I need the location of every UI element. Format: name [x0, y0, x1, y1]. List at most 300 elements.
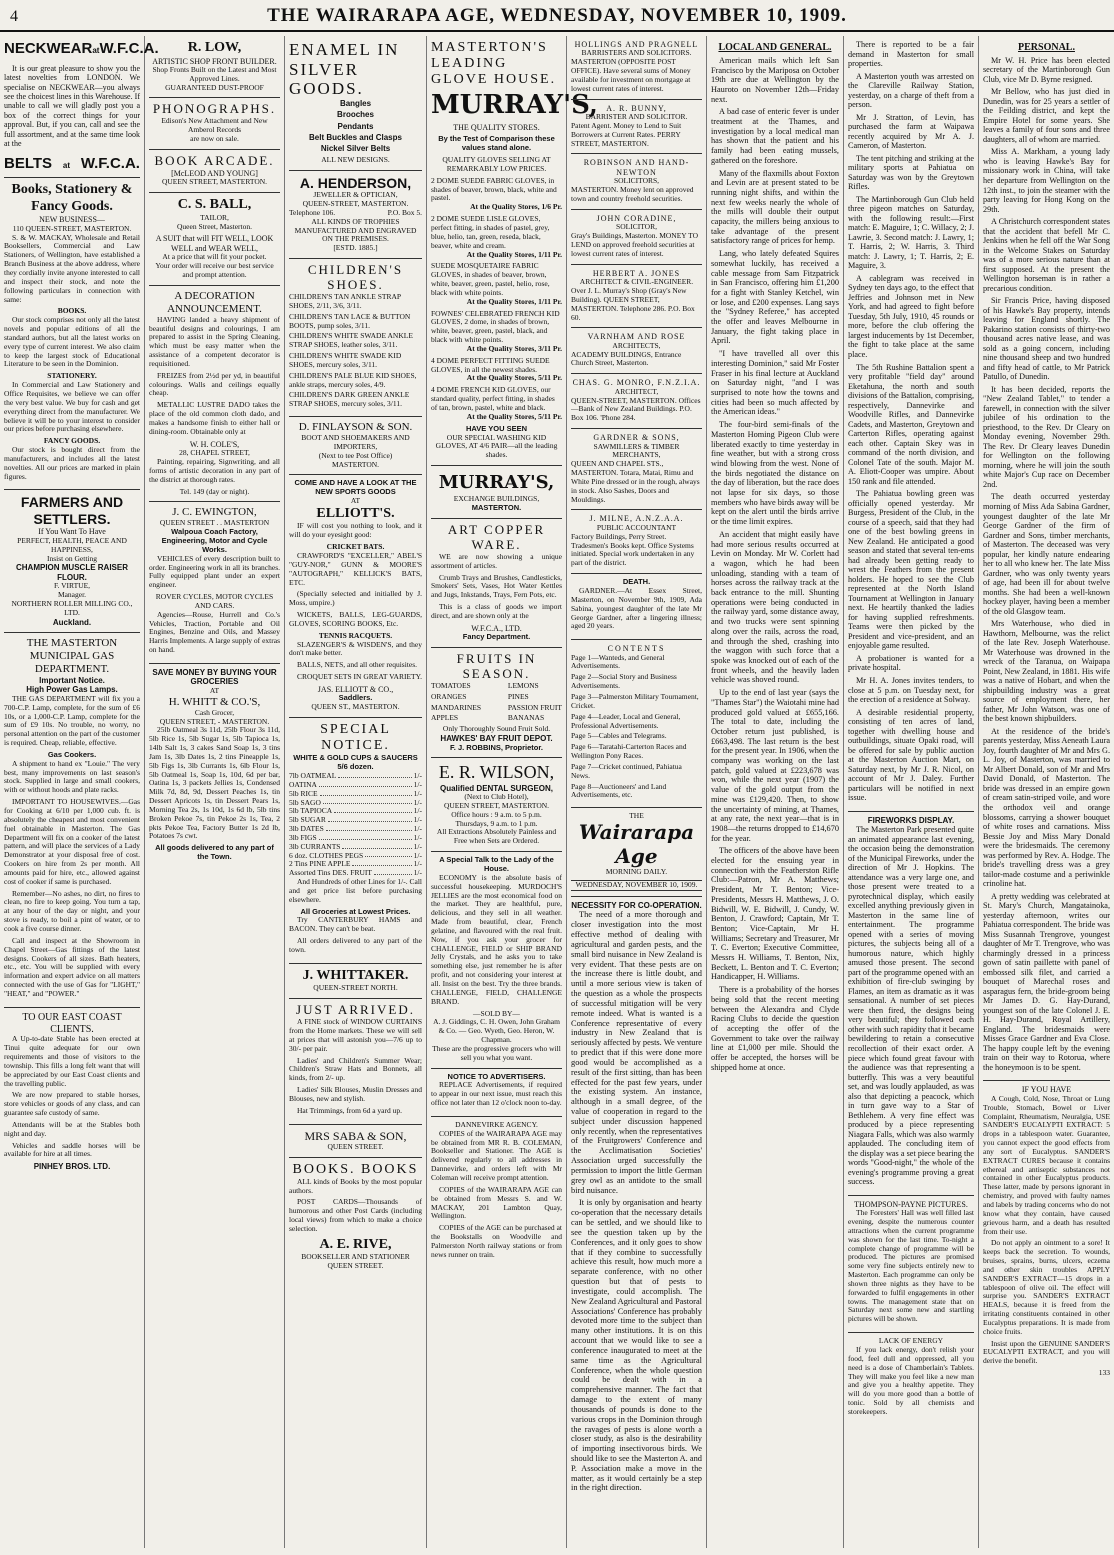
- elliott-para: WICKETS, BALLS, LEG-GUARDS, GLOVES, SCORING BOOKS, Etc.: [289, 610, 422, 628]
- eucalypti-para: Insist upon the GENUINE SANDER'S EUCALYPTI EXTRACT, and you will derive the benefit.: [983, 1338, 1110, 1366]
- card-body: Factory Buildings, Perry Street. Tradesmen's Books kept. Office Systems initiated. Special work undertaken in any part of the district.: [571, 531, 695, 568]
- price-item-value: 1/-: [413, 850, 422, 860]
- eucalypti-title: IF YOU HAVE: [1021, 1085, 1072, 1095]
- elliott-para: (Specially selected and initialled by J. Moss, umpire.): [289, 589, 422, 608]
- special-list: [289, 772, 422, 878]
- whittaker-address: QUEEN-STREET NORTH.: [313, 983, 398, 993]
- gas-para: A shipment to hand ex "Louie." The very best, many improvements on last season's stock. Supplied in large and small cookers, with or without hoods and plate racks.: [4, 758, 140, 795]
- local-item: Mr H. A. Jones invites tenders, to close at 5 p.m. on Tuesday next, for the erection of a residence at Solway.: [848, 676, 974, 705]
- whitt-title: SAVE MONEY BY BUYING YOUR GROCERIES: [152, 667, 277, 687]
- arrived-ad: [289, 999, 422, 1124]
- gas-title: THE MASTERTON MUNICIPAL GAS DEPARTMENT.: [26, 637, 118, 676]
- books-para: Our stock comprises not only all the latest novels and popular editions of all the standard authors, but all the latest works on every type of current interest. We also claim to keep the largest stock of Educational Literature to be seen in the Dominion.: [4, 315, 140, 369]
- card-sub: SOLICITORS,: [613, 176, 660, 186]
- shoe-item: CHILDREN'S TAN LACE & BUTTON BOOTS, pump soles, 3/11.: [289, 311, 411, 330]
- card-sub: SAWMILLERS & TIMBER MERCHANTS,: [593, 441, 680, 460]
- glove-desc: FOWNES' CELEBRATED FRENCH KID GLOVES, 2 dome, in shades of brown, white, beaver, green, pastel, black, and black with white points.: [431, 308, 560, 345]
- whitt-prices: 25lb Oatmeal 3s 11d, 25lb Flour 3s 11d, 5lb Rice 1s, 5lb Sugar 1s, 5lb Tapioca 1s, 14lb Salt 1s, 3 cakes Sand Soap 1s, 3 tins Jam 1s, 3lb Dates 1s, 2 tins Pineapple 1s, 5lb Figs 1s, 3lb Currants 1s, 6lb Flour 1s, 5lb Oatmeal 1s, Soap 1s, 10d, 6d per bar, Oatina 1s, 3 packets Jellies 1s, Condensed Milk 7d, 8d, 9d, Dessert Peaches 1s, tin Dessert Apricots 1s, tin Dessert Pears 1s, Morning Tea 2s, 1s 10d, 1s 6d lb, 5lb tins Broken Pekoe 7s, tin Pekoe 2s 1s, Tea, 2 pkts Pekoe Tea, Factory Butter 1s 2d lb, Potatoes 7s cwt.: [149, 725, 280, 841]
- local-continued: [848, 36, 974, 812]
- shoes-ad: [289, 259, 422, 417]
- glove-price: At the Quality Stores, 1/6 Pr.: [470, 202, 562, 212]
- enamel-title: ENAMEL IN SILVER GOODS.: [289, 40, 400, 99]
- glove-price: At the Quality Stores, 1/11 Pr.: [466, 249, 562, 259]
- belts-heading: BELTS: [4, 154, 53, 172]
- dannevirke-agency: [431, 1117, 562, 1268]
- gloves-sub: THE QUALITY STORES.: [453, 122, 540, 132]
- deco-title: A DECORATION ANNOUNCEMENT.: [167, 289, 262, 315]
- glove-item: [431, 310, 562, 354]
- rive-ad: [289, 1158, 422, 1276]
- death-title: DEATH.: [622, 577, 651, 587]
- finlayson-address: MASTERTON.: [331, 459, 380, 469]
- enamel-ad: [289, 36, 422, 171]
- coast-ad: [4, 1008, 140, 1177]
- personal-item: Sir Francis Price, having disposed of his Hawke's Bay property, intends leaving for England shortly. The Pakarino station consists of thirty-two thousand acres native lease, and was sold as a going concern, including nine thousand sheep and two hundred and fifty head of cattle, to Mr Patrick Patullo, of Dunedin.: [983, 296, 1110, 382]
- gas-subhead: High Power Gas Lamps.: [26, 685, 118, 695]
- price-item-value: 1/-: [413, 815, 422, 825]
- fruit-item: ORANGES: [431, 691, 467, 701]
- local-item: There is reported to be a fair demand in Masterton for small properties.: [848, 40, 974, 69]
- decoration-ad: [149, 286, 280, 503]
- shoe-item: CHILDREN'S DARK GREEN ANKLE STRAP SHOES, mercury soles, 3/11.: [289, 390, 410, 409]
- card-title: HERBERT A. JONES: [592, 268, 681, 278]
- flour-line: Manager.: [57, 590, 87, 600]
- gloves-list: [431, 177, 562, 422]
- local-item: The officers of the above have been elected for the ensuing year in connection with the Featherston Rifle Club:—Patron, Mr A. Matthews; President, Mr T. Benton; Vice-Presidents, Messrs H. Matthews, J. O. Bidwill, W. E. Bidwill, J. Cundy, W. Benton, J. Crawford; Captain, Mr T. Benton; Vice-Captain, Mr H. Williams; Secretary and Treasurer, Mr T. C. Everton; Executive Committee, Messrs H. Williams, T. Benton, Nix, Beckett, L. Benton and T. C. Everton; Handicapper, H. Williams.: [711, 846, 839, 982]
- card-body: MASTERTON. Money lent on approved town and country freehold securities.: [571, 185, 694, 204]
- advertisers-title: NOTICE TO ADVERTISERS.: [447, 1071, 546, 1081]
- glove-price: At the Quality Stores, 5/11 Pr.: [466, 373, 562, 383]
- farmers-title: FARMERS AND SETTLERS.: [20, 494, 124, 527]
- fruits-grid: [431, 682, 562, 725]
- contents-item: Page 3—Palmerston Military Tournament, Cricket.: [571, 692, 699, 710]
- neckwear-body: It is our great pleasure to show you the latest novelties from LONDON. We specialise on NECKWEAR—you always see the choicest lines in this Warehouse. If unable to call we will gladly post you a box of the correct things for your approval. But, if you can, call and see the full assortment, and at the same time look at the: [4, 63, 140, 149]
- price-dots: [323, 799, 412, 805]
- card-body: QUEEN-STREET, MASTERTON. Offices—Bank of New Zealand Buildings. P.O. Box 106. 'Phone 284.: [571, 395, 701, 423]
- card-title: CHAS. G. MONRO, F.N.Z.I.A.: [572, 378, 701, 388]
- deco-para: METALLIC LUSTRE DADO takes the place of the old common cloth dado, and makes a handsome finish to either hall or dining-room. Obtainable only at: [149, 400, 280, 436]
- local-item: A bad case of enteric fever is under treatment at the Thames, and investigation by a local medical man has shown that the patient and his family had been eating mussels, gathered on the foreshore.: [711, 107, 839, 165]
- fireworks-para: The Masterton Park presented quite an animated appearance last evening, the occasion being the demonstration of the Municipal Fireworks, under the direction of Mr J. Hopkins. The attendance was a very large one, and those present were treated to a pyrotechnical display, which easily excelled anything previously given in Masterton in the same line of entertainment. The programme opened with a series of moving pictures, the subjects being all of a humorous nature, which highly amused those present. The second part of the programme opened with an exhibition of fire-club swinging by Flames, an item as dramatic as it was sensational. A number of set pieces were then fired, the designs being very beautiful; they followed each other with such rapidity that it became bewildering to retain a consecutive recollection of their exact order. A piece which found great favour with the audience was that representing a butterfly. This was a very beautiful set, and was loudly applauded, as was also that depicting a peacock, which in turn gave way to a Star of Bethlehem. A very fine effect was produced by a piece representing Niagara Falls, which was also warmly applauded. The concluding item of the display was a set piece bearing the words "Good-night," the whole of the evening's programme proving a great success.: [848, 825, 974, 1187]
- fruits-ad: [431, 648, 562, 758]
- enamel-item: Pendants: [337, 121, 374, 131]
- copper-para: Crumb Trays and Brushes, Candlesticks, Smokers' Sets, Vases, Hot Water Kettles and Jugs, Inkstands, Trays, Fern Pots, etc.: [431, 572, 562, 600]
- price-dots: [334, 807, 411, 813]
- flour-ad: [4, 490, 140, 633]
- local-item: A probationer is wanted for a private hospital.: [848, 653, 974, 673]
- dannevirke-title: DANNEVIRKE AGENCY.: [455, 1119, 538, 1129]
- gas-para: Call and inspect at the Showroom in Chapel Street—Gas fittings of the latest designs. Cookers of all sizes. Bath heaters, etc., etc. You will be supplied with every information and expert advice on all matters connected with the use of Gas for "LIGHT," "HEAT," and "POWER.": [4, 935, 140, 998]
- nameplate-date: WEDNESDAY, NOVEMBER 10, 1909.: [571, 880, 702, 891]
- fruits-prop: F. J. ROBBINS, Proprietor.: [450, 742, 543, 752]
- arrived-para: Hat Trimmings, from 6d a yard up.: [297, 1105, 402, 1115]
- arcade-firm: [McLEOD AND YOUNG]: [171, 168, 258, 178]
- price-item-value: 1/-: [413, 788, 422, 798]
- page-number: 4: [10, 8, 18, 25]
- energy-title: LACK OF ENERGY: [878, 1336, 944, 1346]
- books-title: Books, Stationery & Fancy Goods.: [11, 182, 133, 214]
- personal-item: The death occurred yesterday morning of Miss Ada Sabina Gardner, youngest daughter of the late Mr George Gardner of the firm of Gardner and Sons, timber merchants, of Masterton. The deceased was very popular, her kindly nature endearing her to all who knew her. The late Miss Gardner, who was only twenty years of age, had been ill for about twelve months. She had been a well-known hockey player, having been a member of the old Glasgow team.: [983, 492, 1110, 616]
- gloves-title: MASTERTON'S LEADING GLOVE HOUSE.: [431, 40, 557, 88]
- professional-cards: [571, 36, 702, 574]
- henderson-name: A. HENDERSON,: [299, 174, 412, 191]
- coast-para: Attendants will be at the Stables both night and day.: [4, 1119, 140, 1138]
- local-item: There is a probability of the horses being sold that the recent meeting between the Alexandra and Clyde Racing Clubs to decide the question of accepting the offer of the Government to take over the railway line at £1,000 per mile. Should the offer be accepted, the horses will be shipped home at once.: [711, 985, 839, 1072]
- gloves-intro: By the Test of Comparison these values stand alone.: [438, 134, 555, 153]
- elliott-para: CRAWFORD'S "EXCELLER," ABEL'S "GUY-NOR," GUNN & MOORE'S "AUTOGRAPH," KELLICK'S BATS, ETC.: [289, 551, 422, 587]
- fruits-title: FRUITS IN SEASON.: [456, 651, 537, 681]
- murrays-name: MURRAY'S,: [438, 472, 555, 494]
- low-name: R. LOW,: [187, 40, 242, 55]
- local-general: [711, 36, 839, 1081]
- copper-firm: W.F.C.A., LTD.: [471, 623, 522, 633]
- whitt-name: H. WHITT & CO.'S,: [168, 695, 261, 708]
- contents-item: Page 6—Taratahi-Carterton Races and Wellington Pony Races.: [571, 742, 687, 761]
- whitt-ad: [149, 664, 280, 867]
- enamel-item: Nickel Silver Belts: [320, 144, 391, 154]
- henderson-telephone: Telephone 106.: [289, 207, 336, 217]
- gloves-seen: HAVE YOU SEEN: [466, 423, 527, 433]
- fruit-item: TOMATOES: [431, 680, 471, 690]
- enamel-list: [289, 99, 422, 154]
- card-title: A. R. BUNNY,: [606, 103, 667, 113]
- finlayson-trade: BOOT AND SHOEMAKERS AND IMPORTERS,: [301, 433, 410, 451]
- contents-item: Page 1—Wanteds, and General Advertisements.: [571, 652, 665, 671]
- ewington-para: Agencies—Rouse, Hurrell and Co.'s Vehicles, Traction, Portable and Oil Engines, Benzine and Oils, and Massey Harris Implements. A large supply of extras on hand.: [149, 609, 280, 655]
- coast-para: Vehicles and saddle horses will be available for hire at all times.: [4, 1140, 140, 1159]
- personal-item: Mrs Waterhouse, who died in Hawthorn, Melbourne, was the relict of the late Rev. Joseph Waterhouse. Mr Waterhouse was drowned in the wreck of the Taranua, on Waipapa Point, New Zealand, in 1881. His wife was a native of Hobart, and when the shipbuilding industry was a great source of employment there, her father, Mr John Watson, was one of the best known shipbuilders.: [983, 619, 1110, 724]
- leader-article: [571, 897, 702, 1501]
- gas-subhead: Important Notice.: [39, 676, 105, 685]
- ewington-trade: Walpoua Coach Factory, Engineering, Motor and Cycle Works.: [161, 527, 268, 554]
- gloves-para: QUALITY GLOVES SELLING AT REMARKABLY LOW PRICES.: [442, 155, 551, 173]
- glove-price: At the Quality Stores, 5/11 Pr.: [466, 411, 562, 421]
- death-notice: [571, 574, 702, 640]
- whitt-at: AT: [209, 685, 220, 695]
- jelly-ad: [431, 852, 562, 1068]
- elliott-at: AT: [350, 496, 361, 506]
- contents-list: [571, 654, 702, 801]
- contents-item: Page 5—Cables and Telegrams.: [571, 731, 667, 741]
- elliott-address: QUEEN ST., MASTERTON.: [311, 702, 400, 712]
- advertisers-para: REPLACE Advertisements, if required to appear in our next issue, must reach this office not later than 12 o'clock noon to-day.: [431, 1080, 562, 1108]
- saba-name: MRS SABA & SON,: [304, 1128, 407, 1143]
- fruit-item: BANANAS: [507, 713, 545, 723]
- ball-name: C. S. BALL,: [177, 197, 252, 213]
- price-item-name: OATINA: [289, 779, 317, 789]
- card-sub: BARRISTER AND SOLICITOR.: [585, 112, 688, 122]
- flour-line: F. VIRTUE,: [53, 581, 91, 591]
- books-ad: [4, 178, 140, 490]
- personal-item: Mr W. H. Price has been elected secretary of the Martinborough Gun Club, vice Mr D. Byrne resigned.: [983, 55, 1110, 84]
- contents: [571, 640, 702, 808]
- price-item-name: 3lb CURRANTS: [289, 841, 341, 851]
- rive-address: QUEEN STREET.: [327, 1261, 384, 1271]
- fruit-item: MANDARINES: [431, 702, 482, 712]
- special-para: All orders delivered to any part of the town.: [289, 936, 422, 955]
- finlayson-name: D. FINLAYSON & SON.: [298, 421, 413, 434]
- copper-title: ART COPPER WARE.: [447, 522, 546, 552]
- glove-desc: 2 DOME SUEDE LISLE GLOVES, perfect fitting, in shades of pastel, grey, blue, helio, tan, green, reseda, black, beaver, white and cream.: [431, 214, 550, 250]
- books-subhead: FANCY GOODS.: [43, 436, 101, 446]
- finlayson-ad: [289, 417, 422, 475]
- dannevirke-para: COPIES of the WAIRARAPA AGE may be obtained from MR R. B. COLEMAN, Bookseller and Stationer. The AGE is delivered regularly to all addresses in Dannevirke, and orders left with Mr Coleman will receive prompt attention.: [431, 1128, 562, 1183]
- price-item-name: Assorted Tins DES. FRUIT: [289, 868, 372, 878]
- henderson-address: QUEEN-STREET, MASTERTON.: [302, 199, 409, 209]
- local-item: A desirable residential property, consisting of ten acres of land, together with dwelling house and outbuildings, situate Opaki road, will be offered for sale by public auction at the Masterton Auction Mart, on Saturday next, by Mr J. R. Nicol, on account of Mr J. Daley. Further particulars will be notified in next issue.: [848, 707, 974, 803]
- glove-price: At the Quality Stores, 1/11 Pr.: [466, 296, 562, 306]
- low-para: GUARANTEED DUST-PROOF: [165, 82, 264, 92]
- card-body: QUEEN AND CHAPEL STS., MASTERTON. Totara, Matai, Rimu and White Pine dressed or in the rough, always in stock. Also Sashes, Doors and Mouldings.: [571, 459, 700, 504]
- books-para: In Commercial and Law Stationery and Office Requisites, we believe we can offer the very best value. We buy for cash and get everything direct from the manufacturer. We believe it will be to your interest to consider our prices before purchasing elsewhere.: [4, 380, 140, 434]
- deco-address: 28, CHAPEL STREET,: [179, 448, 250, 458]
- contents-item: Page 4—Leader, Local and General, Professional Advertisements.: [571, 711, 681, 730]
- glove-item: [431, 386, 562, 421]
- wilson-address: QUEEN STREET, MASTERTON.: [443, 800, 550, 810]
- column-5: [567, 36, 707, 1548]
- ball-ad: [149, 193, 280, 286]
- glove-price: At the Quality Stores, 3/11 Pr.: [466, 343, 562, 353]
- price-item-value: 1/-: [413, 806, 422, 816]
- leader-title: NECESSITY FOR CO-OPERATION.: [571, 901, 702, 910]
- masthead: [0, 0, 1114, 32]
- death-body: GARDNER.—At Essex Street, Masterton, on November 9th, 1909, Ada Sabina, youngest daughter of the late Mr George Gardner, after a lingering illness; aged 20 years.: [571, 585, 702, 631]
- arrived-para: A FINE stock of WINDOW CURTAINS from the Home markets. These we will sell at prices that will astonish you—7/6 up to 30/- per pair.: [289, 1017, 422, 1053]
- professional-card: [571, 210, 702, 265]
- gas-ad: [4, 633, 140, 1008]
- henderson-est: [ESTD. 1885.]: [333, 243, 378, 253]
- dannevirke-para: COPIES of the AGE can be purchased at the Bookstalls on Woodville and Palmerston North railway stations or from news runner on train.: [431, 1223, 562, 1259]
- ewington-para: ROVER CYCLES, MOTOR CYCLES AND CARS.: [155, 592, 274, 610]
- column-3: [285, 36, 427, 1548]
- professional-card: [571, 374, 702, 429]
- personal-item: A Christchurch correspondent states that the accident that befell Mr C. Jenkins when he fell off the War Song in the Welcome Stakes on Saturday was of a more serious nature than at first supposed. At the present the Wellington horseman is in rather a precarious condition.: [983, 217, 1110, 293]
- fireworks-article: [848, 812, 974, 1196]
- glove-desc: 4 DOME PERFECT FITTING SUEDE GLOVES, in all the newest shades.: [431, 355, 550, 374]
- arrived-para: Ladies' and Children's Summer Wear; Children's Straw Hats and Bonnets, all kinds, from 2/- up.: [289, 1055, 422, 1083]
- elliott-intro: COME AND HAVE A LOOK AT THE NEW SPORTS GOODS: [294, 478, 417, 497]
- local-item: The tent pitching and striking at the military sports at Pahiatua on Saturday was won by the Greytown Rifles.: [848, 153, 974, 192]
- deco-para: Painting, repairing, Signwriting, and all forms of artistic decoration in any part of the district at thorough rates.: [149, 456, 280, 484]
- flour-line: If You Want To Have: [38, 527, 106, 537]
- copper-ad: [431, 519, 562, 648]
- card-body: Patent Agent. Money to Lend to Suit Borrowers at Current Rates. PERRY STREET, MASTERTON.: [571, 120, 682, 148]
- whittaker-name: J. WHITTAKER.: [302, 967, 409, 983]
- elliott-ad: [289, 475, 422, 718]
- price-item-name: 5lb RICE: [289, 788, 318, 798]
- dannevirke-para: COPIES of the WAIRARAPA AGE can be obtained from Messrs S. and W. MACKAY, 201 Lambton Quay, Wellington.: [431, 1184, 562, 1221]
- gloves-ad: [431, 36, 598, 466]
- price-item-value: 1/-: [413, 770, 422, 780]
- elliott-para: BALLS, NETS, and all other requisites.: [297, 660, 417, 670]
- column-4: [427, 36, 598, 1548]
- murrays-brand: MURRAY'S,: [431, 90, 598, 121]
- card-sub: ARCHITECT,: [614, 386, 659, 396]
- local-item: Lang, who lately defeated Squires somewhat luckily, has received a cable message from Sam Fitzpatrick in San Francisco, offering him £1,200 for a fight with Stanley Ketchel, win or lose, and £200 expenses. Lang says the "Sydney Referee," has accepted the offer and leaves Melbourne in January, the fight taking place in April.: [711, 249, 839, 346]
- books-para: Our stock is bought direct from the manufacturers, and includes all the latest novelties. All our prices are marked in plain figures.: [4, 445, 140, 481]
- saba-ad: [289, 1125, 422, 1158]
- advertisers-notice: [431, 1069, 562, 1117]
- store-name: W.F.C.A.: [80, 154, 140, 172]
- fruit-item: APPLES: [431, 713, 459, 723]
- eucalypti-para: Do not apply an ointment to a sore! It keeps back the secretion. To wounds, bruises, sprains, burns, ulcers, eczema and other skin troubles APPLY SANDER'S EXTRACT—15 drops in a tablespoon of olive oil. The effect will surprise you. SANDER'S EXTRACT HEALS, because it is freed from the irritating constituents contained in other Eucalyptus preparations. It is made from choice fruits.: [983, 1238, 1110, 1336]
- price-item-name: 3lb DATES: [289, 824, 324, 834]
- nameplate: [571, 808, 702, 897]
- eucalypti-ad: [983, 1081, 1110, 1383]
- wilson-hours: Office hours : 9 a.m. to 5 p.m.: [451, 809, 542, 819]
- glove-desc: 2 DOME SUEDE FABRIC GLOVES, in shades of beaver, brown, black, white and pastel.: [431, 175, 557, 203]
- price-item-name: 5lb SUGAR: [289, 815, 326, 825]
- whitt-trade: Cash Grocer,: [194, 707, 235, 717]
- jelly-para: ECONOMY is the absolute basis of successful housekeeping. MURDOCH'S JELLIES are the most economical food on the market. They are healthful, pure, delicious, and they sell in all weather. Made from beautiful, clear, French gelatine, and flavoured with the real fruit. Now, if you ask your grocer for CHALLENGE, FIELD or SHIP BRAND Jelly Crystals, and he asks you to take something else, just remember he is after profit, and not considering your interest at all. Insist on the best. Try the three brands. CHALLENGE, FIELD, CHALLENGE BRAND.: [431, 872, 562, 1006]
- nameplate-the: THE: [629, 811, 644, 821]
- personal-item: Miss A. Markham, a young lady who is leaving Hawke's Bay for missionary work in China, will take her departure from Wellington on the 12th inst., to join the steamer with the party leaving for Hong Kong on the 29th.: [983, 147, 1110, 214]
- wilson-hours: Thursdays, 9 a.m. to 1 p.m.: [455, 818, 538, 828]
- jelly-sold: —SOLD BY—: [473, 1008, 520, 1018]
- local-item: A cablegram was received in Sydney ten days ago, to the effect that Jeffries and Johnson met in New York, and had agreed to fight before Tuesday, 5th July, 1910, 45 rounds or more, before the club offering the largest inducements by 1st December, the fight to take place at the same place.: [848, 273, 974, 359]
- personal-title: PERSONAL.: [1018, 42, 1075, 53]
- card-sub: ARCHITECT & CIVIL-ENGINEER.: [579, 277, 694, 287]
- fruit-item: LEMONS: [507, 680, 539, 690]
- shoe-item: CHILDREN'S PALE BLUE KID SHOES, ankle straps, mercury soles, 4/9.: [289, 370, 417, 389]
- elliott-trade: Saddlers.: [338, 693, 373, 703]
- books-para: S. & W. MACKAY, Wholesale and Retail Booksellers, Commercial and Law Stationers, of Wellington, have established a Branch Business at the above address, where they cordially invite anyone interested to call and inspect their stock, and note the following particulars in connection with same:: [4, 232, 140, 304]
- wilson-para: All Extractions Absolutely Painless and Free when Sets are Ordered.: [436, 827, 557, 846]
- card-sub: ARCHITECTS,: [612, 340, 661, 350]
- personal-section: [983, 36, 1110, 1081]
- price-dots: [326, 825, 412, 831]
- column-1: [0, 36, 159, 1548]
- personal-item: At the residence of the bride's parents yesterday, Miss Aeneath Laura Joy, fourth daughter of Mr and Mrs G. L. Joy, of Masterton, was married to Mr Albert Donald, son of Mr and Mrs David Donald, of Masterton. The bride was dressed in an empire gown of cream satin-striped voile, and wore the orthodox veil and orange blossoms, carrying a shower bouquet of white roses and carnations. Miss Bessie Joy and Miss Mary Donald were the bridesmaids. The ceremony was performed by Rev. A. Hodge. The bride's travelling dress was a grey tailor-made costume and a periwinkle crinoline hat.: [983, 726, 1110, 889]
- ewington-name: J. C. EWINGTON,: [172, 506, 257, 519]
- local-item: The four-bird semi-finals of the Masterton Homing Pigeon Club were liberated exactly to time yesterday in fine weather, but with a strong cross wind blowing from the west. None of the birds negotiated the distance on the day of liberation, but the race does not lapse for six days, so those members who have birds away will be kept on the alert until the birds arrive or the time limit expires.: [711, 420, 839, 527]
- copper-dept: Fancy Department.: [462, 632, 531, 642]
- henderson-para: ALL KINDS OF TROPHIES MANUFACTURED AND ENGRAVED ON THE PREMISES.: [294, 216, 417, 244]
- contents-item: Page 7—Cricket continued, Pahiatua News.: [571, 761, 682, 780]
- rive-trade: BOOKSELLER AND STATIONER: [301, 1252, 410, 1262]
- ball-address: Queen Street, Masterton.: [177, 221, 252, 231]
- local-item: A Masterton youth was arrested on the Clareville Railway Station, yesterday, on a charge of theft from a person.: [848, 71, 974, 110]
- local-item: Up to the end of last year (says the "Thames Star") the Waiotahi mine had produced gold valued at £655,166. The total to date, including the October return just published, is £663,498. The last return is the best for the present year. In 1906, when the company was working on the last patch, gold valued at £223,678 was won, while the next year (1907) the value of the gold output from the mine was £129,420. Then, to show the uncertainty of mining, at Thames, at any rate, the next year—that is in 1908—the returns dropped to £14,670 for the year.: [711, 688, 839, 843]
- deco-para: FREIZES from 2½d per yd, in beautiful colourings. Walls and ceilings equally cheap.: [149, 370, 280, 398]
- enamel-item: Brooches: [337, 110, 374, 120]
- thompson-para: The Foresters' Hall was well filled last evening, despite the numerous counter attractions when the current programme was shown for the last time. To-night a complete change of programme will be produced. The pictures are promised some very fine subjects entirely new to Masterton. Each programme can only be shown three nights as they have to be forwarded to fulfil engagements in other towns. The management state that on Saturday next some new and startling pictures will be shown.: [848, 1208, 974, 1324]
- thompson-title: THOMPSON-PAYNE PICTURES.: [854, 1199, 968, 1209]
- personal-list: [983, 56, 1110, 1073]
- finlayson-next: (Next to tee Post Office): [318, 450, 393, 460]
- elliott-firm: JAS. ELLIOTT & CO.,: [317, 684, 394, 694]
- gas-subhead: Gas Cookers.: [47, 749, 97, 759]
- special-para: And Hundreds of other Lines for 1/-. Call and get price list before purchasing elsewhere.: [289, 877, 422, 904]
- price-item-name: 2 Tins PINE APPLE: [289, 859, 351, 869]
- wilson-name: E. R. WILSON,: [438, 762, 555, 783]
- flour-brand: CHAMPION MUSCLE RAISER FLOUR.: [15, 563, 128, 582]
- elliott-subhead: CRICKET BATS.: [326, 542, 385, 552]
- phono-title: PHONOGRAPHS.: [152, 101, 277, 117]
- glove-item: [431, 215, 562, 259]
- glove-item: [431, 177, 562, 212]
- glove-item: [431, 357, 562, 384]
- special-title: SPECIAL NOTICE.: [320, 722, 391, 754]
- whitt-address: QUEEN STREET, - MASTERTON.: [159, 716, 270, 726]
- local-item: Many of the flaxmills about Foxton and Levin are at present stated to be running night shifts, and within the next few weeks nearly the whole of the mills will double their output capacity, the millers being anxious to take advantage of the present satisfactory range of prices for hemp.: [711, 168, 839, 246]
- fruits-depot: HAWKES' BAY FRUIT DEPOT.: [440, 734, 553, 744]
- column-7: [844, 36, 979, 1548]
- shoe-item: CHILDREN'S WHITE SWADE ANKLE STRAP SHOES, leather soles, 3/11.: [289, 331, 413, 350]
- special-notice-ad: [289, 718, 422, 964]
- coast-title: TO OUR EAST COAST CLIENTS.: [22, 1011, 122, 1035]
- enamel-item: Bangles: [339, 98, 372, 108]
- rive-para: ALL kinds of Books by the most popular authors.: [289, 1176, 422, 1195]
- special-para: Try CANTERBURY HAMS and BACON. They can't be beat.: [289, 915, 422, 934]
- fruit-item: PASSION FRUIT: [507, 702, 562, 712]
- price-item-value: 1/-: [413, 832, 422, 842]
- professional-card: [571, 265, 702, 329]
- flour-line: Auckland.: [52, 617, 92, 627]
- jelly-para: These are the progressive grocers who will sell you what you want.: [432, 1043, 561, 1062]
- card-body: Over J. L. Murray's Shop (Gray's New Building). QUEEN STREET, MASTERTON. Telephone 286. P.O. Box 60.: [571, 285, 695, 322]
- energy-para: If you lack energy, don't relish your food, feel dull and oppressed, all you need is a dose of Chamberlain's Tablets. They will make you feel like a new man and give you a healthy appetite. They will do you more good than a bottle of tonic. Sold by all chemists and storekeepers.: [848, 1344, 974, 1416]
- flour-line: Insist on Getting: [47, 553, 97, 563]
- murrays-address: MASTERTON.: [471, 503, 522, 513]
- elliott-name: ELLIOTT'S.: [316, 505, 395, 521]
- card-title: JOHN CORADINE,: [596, 213, 677, 223]
- energy-ad: [848, 1333, 974, 1425]
- professional-card: [571, 328, 702, 374]
- shoes-list: [289, 293, 422, 409]
- professional-card: [571, 510, 702, 574]
- personal-item: Mr Bellow, who has just died in Dunedin, was for 25 years a settler of the Feilding district, and kept the Empire Hotel for some years. She leaves a family of four sons and three daughters, all of whom are married.: [983, 87, 1110, 144]
- price-dots: [328, 816, 412, 822]
- henderson-trade: JEWELLER & OPTICIAN,: [313, 190, 398, 200]
- card-sub: SOLICITOR,: [616, 222, 657, 232]
- price-dots: [342, 843, 411, 849]
- nameplate-title: Wairarapa Age: [578, 820, 695, 868]
- enamel-tail: ALL NEW DESIGNS.: [321, 154, 390, 164]
- local-general-list: [711, 56, 839, 1073]
- price-item-value: 1/-: [413, 868, 422, 878]
- jelly-agents: A. J. Giddings, C. H. Owen, John Graham & Co. — Geo. Wyeth, Geo. Heron, W. Chapman.: [433, 1017, 560, 1045]
- price-dots: [374, 869, 412, 875]
- books-subhead: STATIONERY.: [47, 371, 97, 381]
- local-general-title: LOCAL AND GENERAL.: [718, 42, 832, 53]
- copper-para: WE are now showing a unique assortment of articles.: [431, 551, 562, 570]
- ball-trade: TAILOR,: [200, 212, 229, 222]
- fruit-item: PINES: [507, 691, 529, 701]
- gas-para: THE GAS DEPARTMENT will fix you a 700-C.P. Lamp, complete, for the sum of £6 10s, or a 1,000-C.P. Lamp, complete for the sum of £9 10s. No trouble, no worry, no personal attention on the part of the customer is required. Cheap, reliable, effective.: [4, 693, 140, 748]
- column-2: [145, 36, 285, 1548]
- card-body: Gray's Buildings, Masterton. MONEY TO LEND on approved freehold securities at lowest current rates of interest.: [571, 231, 699, 258]
- phono-ad: [149, 98, 280, 149]
- phono-para: are now on sale.: [190, 134, 239, 144]
- price-dots: [352, 860, 411, 866]
- books-address: 110 QUEEN-STREET, MASTERTON.: [12, 223, 132, 233]
- at-label: at: [62, 160, 70, 170]
- column-8: [979, 36, 1114, 1548]
- arcade-ad: [149, 150, 280, 193]
- ball-para: At a price that will fit your pocket.: [162, 252, 267, 262]
- price-item-name: 3lb FIGS: [289, 832, 317, 842]
- arcade-address: QUEEN STREET, MASTERTON.: [161, 177, 268, 187]
- card-sub: BARRISTERS AND SOLICITORS.: [581, 48, 692, 58]
- eucalypti-para: A Cough, Cold, Nose, Throat or Lung Trouble, Stomach, Bowel or Liver Complaint, Rheumatism, Neuralgia, USE SANDER'S EUCALYPTI EXTRACT: 5 drops in a tablespoon water. Guarantee, you cannot expect the good effects from any sort of Eucalyptus. SANDER'S EXTRACT CURES because it contains ethereal and antiseptic substances not contained in other Eucalyptus products. These latter, made by persons ignorant in chemistry, and proved with faulty names and labels by trading concerns who do not know what they contain, have caused grievous harm, and a death has resulted from their use.: [983, 1093, 1110, 1236]
- price-dots: [365, 852, 411, 858]
- shoe-item: CHILDREN'S WHITE SWADE KID SHOES, mercury soles, 3/11.: [289, 351, 402, 369]
- store-name: W.F.C.A.: [99, 40, 159, 57]
- coast-firm: PINHEY BROS. LTD.: [33, 1162, 111, 1172]
- fireworks-title: FIREWORKS DISPLAY.: [867, 815, 955, 825]
- price-item-value: 1/-: [413, 841, 422, 851]
